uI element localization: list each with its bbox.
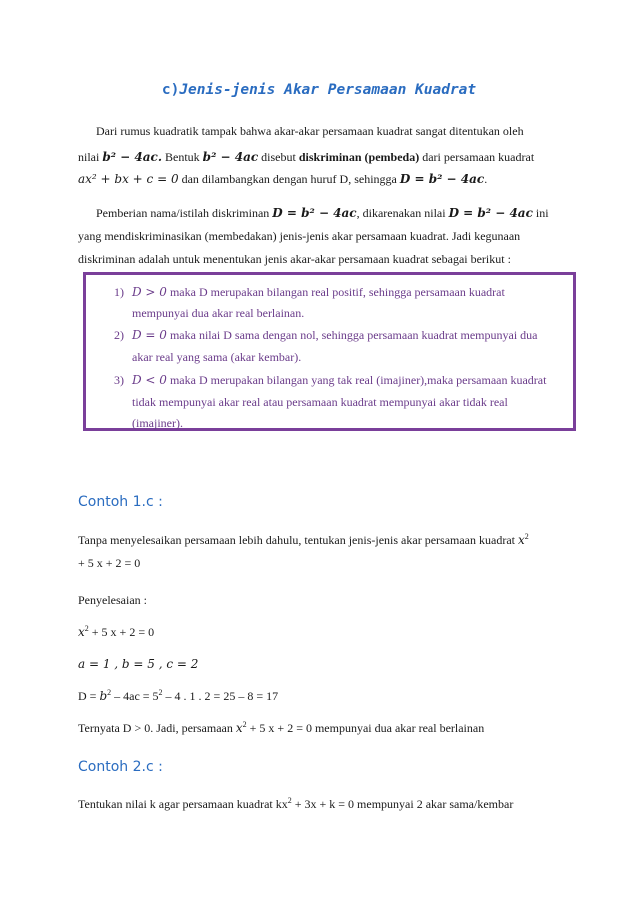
text-fragment: dari persamaan kuadrat: [419, 150, 535, 164]
math-expression: D = b² − 4ac: [448, 206, 533, 220]
math-var: b: [99, 689, 108, 703]
bold-term: (pembeda): [364, 150, 420, 164]
bold-term: diskriminan: [298, 150, 362, 164]
math-expression: ax² + bx + c = 0: [78, 172, 179, 186]
contoh1-coefficients: [78, 657, 198, 672]
text-fragment: maka D merupakan bilangan yang tak real (imajiner),maka persamaan kuadrat: [166, 373, 547, 387]
text-fragment: Ternyata D > 0. Jadi, persamaan: [78, 721, 236, 735]
contoh1-penyelesaian: Penyelesaian :: [78, 593, 147, 607]
text-fragment: nilai: [78, 150, 103, 164]
list-item-2-line2: akar real yang sama (akar kembar).: [132, 350, 302, 364]
list-item-2-line1: [132, 328, 538, 343]
text-fragment: Bentuk: [162, 150, 203, 164]
contoh1-question-line1: [78, 533, 529, 548]
contoh2-question: [78, 797, 513, 812]
text-fragment: disebut: [258, 150, 299, 164]
list-marker: 3): [114, 373, 124, 387]
list-item-1-line2: mempunyai dua akar real berlainan.: [132, 306, 305, 320]
math-expression: D = b² − 4ac: [272, 206, 357, 220]
paragraph1-line3: [78, 172, 487, 187]
contoh1-equation: [78, 625, 154, 640]
paragraph2-line3: diskriminan adalah untuk menentukan jenis akar-akar persamaan kuadrat sebagai berikut :: [78, 252, 511, 266]
paragraph2-line1: [96, 206, 549, 221]
text-fragment: – 4ac = 5: [111, 689, 159, 703]
section-heading: [0, 82, 638, 98]
math-expression: b² − 4ac.: [102, 150, 162, 164]
list-item-1-line1: [132, 285, 505, 300]
math-expression: b² − 4ac: [202, 150, 259, 164]
text-fragment: Pemberian nama/istilah diskriminan: [96, 206, 273, 220]
math-expression: D < 0: [132, 373, 167, 387]
list-marker: 2): [114, 328, 124, 342]
math-expression: D = 0: [132, 328, 167, 342]
math-expression: a = 1 , b = 5 , c = 2: [78, 657, 199, 671]
contoh1-question-line2: + 5 x + 2 = 0: [78, 556, 141, 570]
contoh1-discriminant: [78, 689, 278, 704]
text-fragment: + 5 x + 2 = 0 mempunyai dua akar real berlainan: [246, 721, 485, 735]
list-item-3-line3: (imajiner).: [132, 416, 183, 430]
paragraph1-line2: [78, 150, 534, 165]
text-fragment: + 5 x + 2 = 0: [91, 625, 155, 639]
superscript: 2: [84, 624, 89, 633]
paragraph2-line2: yang mendiskriminasikan (membedakan) jenis-jenis akar persamaan kuadrat. Jadi kegunaan: [78, 229, 521, 243]
text-fragment: + 3x + k = 0 mempunyai 2 akar sama/kembar: [291, 797, 514, 811]
list-item-3-line1: [132, 373, 546, 388]
text-fragment: Tanpa menyelesaikan persamaan lebih dahulu, tentukan jenis-jenis akar persamaan kuadrat: [78, 533, 515, 547]
heading-number: c): [161, 82, 180, 98]
list-item-3: [114, 373, 124, 388]
math-var: x: [235, 721, 243, 735]
superscript: 2: [158, 688, 163, 697]
math-expression: D > 0: [132, 285, 167, 299]
text-fragment: dan dilambangkan dengan huruf D, sehingga: [178, 172, 400, 186]
text-fragment: ini: [532, 206, 549, 220]
superscript: 2: [107, 688, 112, 697]
superscript: 2: [242, 720, 247, 729]
contoh1-result: [78, 721, 484, 736]
list-item-2: [114, 328, 124, 343]
contoh2-title: Contoh 2.c :: [78, 759, 163, 775]
list-marker: 1): [114, 285, 124, 299]
text-fragment: maka D merupakan bilangan real positif, sehingga persamaan kuadrat: [166, 285, 505, 299]
text-fragment: , dikarenakan nilai: [356, 206, 449, 220]
math-var: x: [78, 625, 85, 639]
superscript: 2: [287, 796, 292, 805]
paragraph1-line1: Dari rumus kuadratik tampak bahwa akar-akar persamaan kuadrat sangat ditentukan oleh: [96, 124, 524, 138]
text-fragment: .: [484, 172, 488, 186]
heading-title: Jenis-jenis Akar Persamaan Kuadrat: [179, 82, 477, 98]
superscript: 2: [524, 532, 529, 541]
text-fragment: maka nilai D sama dengan nol, sehingga persamaan kuadrat mempunyai dua: [166, 328, 538, 342]
text-fragment: Tentukan nilai k agar persamaan kuadrat kx: [78, 797, 288, 811]
text-fragment: – 4 . 1 . 2 = 25 – 8 = 17: [162, 689, 279, 703]
list-item-3-line2: tidak mempunyai akar real atau persamaan kuadrat mempunyai akar tidak real: [132, 395, 508, 409]
contoh1-title: Contoh 1.c :: [78, 494, 163, 510]
math-expression: D = b² − 4ac: [399, 172, 485, 186]
math-expression: x: [518, 533, 525, 547]
text-fragment: D =: [78, 689, 100, 703]
list-item-1: [114, 285, 124, 300]
